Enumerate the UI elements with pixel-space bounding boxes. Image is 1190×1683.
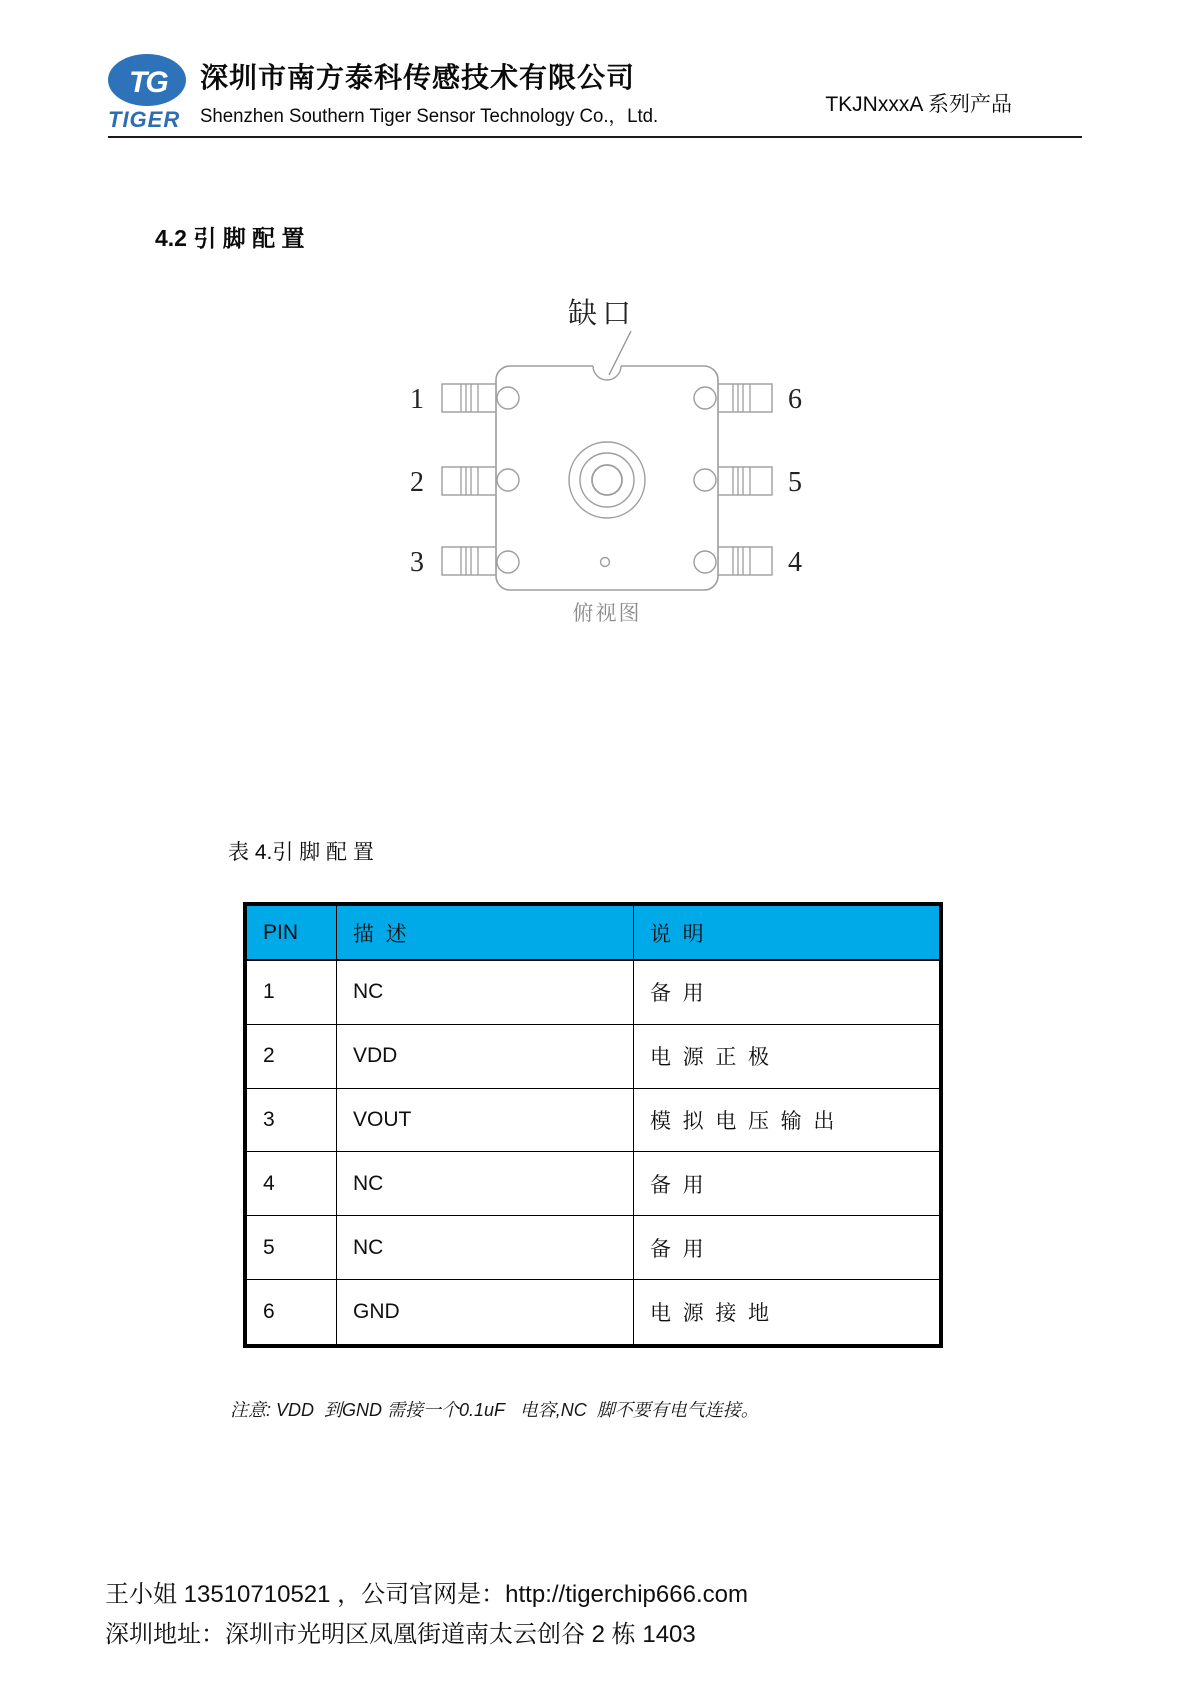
company-name-cn: 深圳市南方泰科传感技术有限公司 (200, 62, 636, 93)
table-cell-desc: NC (337, 1152, 634, 1216)
pin-lead-4 (717, 547, 772, 575)
table-cell-pin: 2 (247, 1025, 337, 1089)
pin-lead-2 (442, 467, 497, 495)
table-caption: 表 4.引 脚 配 置 (228, 841, 374, 864)
logo-monogram: TG (129, 66, 167, 99)
section-title: 4.2 引 脚 配 置 (155, 225, 305, 251)
table-cell-pin: 3 (247, 1089, 337, 1153)
table-cell-note: 备 用 (634, 1152, 939, 1216)
diagram-caption: 俯视图 (572, 601, 642, 625)
product-series-label: TKJNxxxA 系列产品 (825, 93, 1012, 116)
pin-number-4: 4 (788, 547, 802, 578)
table-cell-pin: 4 (247, 1152, 337, 1216)
table-cell-note: 备 用 (634, 961, 939, 1025)
header-divider (108, 136, 1082, 138)
footer-contact-line: 王小姐 13510710521 ，公司官网是：http://tigerchip666.com (105, 1581, 748, 1608)
table-cell-desc: VDD (337, 1025, 634, 1089)
table-header-note: 说 明 (634, 906, 939, 961)
pin-configuration-table (243, 902, 943, 1348)
pin-number-6: 6 (788, 384, 802, 415)
pin-lead-5 (717, 467, 772, 495)
table-header-pin: PIN (247, 906, 337, 961)
footer-address-line: 深圳地址：深圳市光明区凤凰街道南太云创谷 2 栋 1403 (105, 1621, 696, 1648)
pin-number-5: 5 (788, 467, 802, 498)
pin-number-2: 2 (410, 467, 424, 498)
chip-topview-diagram (360, 278, 830, 638)
table-cell-pin: 1 (247, 961, 337, 1025)
vent-hole (601, 558, 610, 567)
logo-wordmark: TIGER (108, 107, 181, 132)
table-cell-pin: 5 (247, 1216, 337, 1280)
table-cell-desc: NC (337, 961, 634, 1025)
application-note: 注意: VDD 到GND 需接一个0.1uF 电容,NC 脚不要有电气连接。 (230, 1400, 759, 1420)
pin-number-1: 1 (410, 384, 424, 415)
pin-lead-3 (442, 547, 497, 575)
page-footer (105, 1575, 748, 1655)
table-header-desc: 描 述 (337, 906, 634, 961)
table-cell-note: 电 源 正 极 (634, 1025, 939, 1089)
pin-lead-1 (442, 384, 497, 412)
chip-body (496, 366, 718, 590)
table-cell-desc: GND (337, 1280, 634, 1344)
pin-lead-6 (717, 384, 772, 412)
table-cell-note: 备 用 (634, 1216, 939, 1280)
table-cell-note: 模 拟 电 压 输 出 (634, 1089, 939, 1153)
table-cell-note: 电 源 接 地 (650, 1302, 770, 1326)
pin-number-3: 3 (410, 547, 424, 578)
table-cell-pin: 6 (247, 1280, 337, 1344)
table-cell-desc: VOUT (337, 1089, 634, 1153)
table-cell-desc: NC (337, 1216, 634, 1280)
company-logo (106, 50, 196, 135)
company-name-en: Shenzhen Southern Tiger Sensor Technology Co.，Ltd. (200, 106, 659, 127)
notch-label: 缺口 (568, 298, 637, 330)
